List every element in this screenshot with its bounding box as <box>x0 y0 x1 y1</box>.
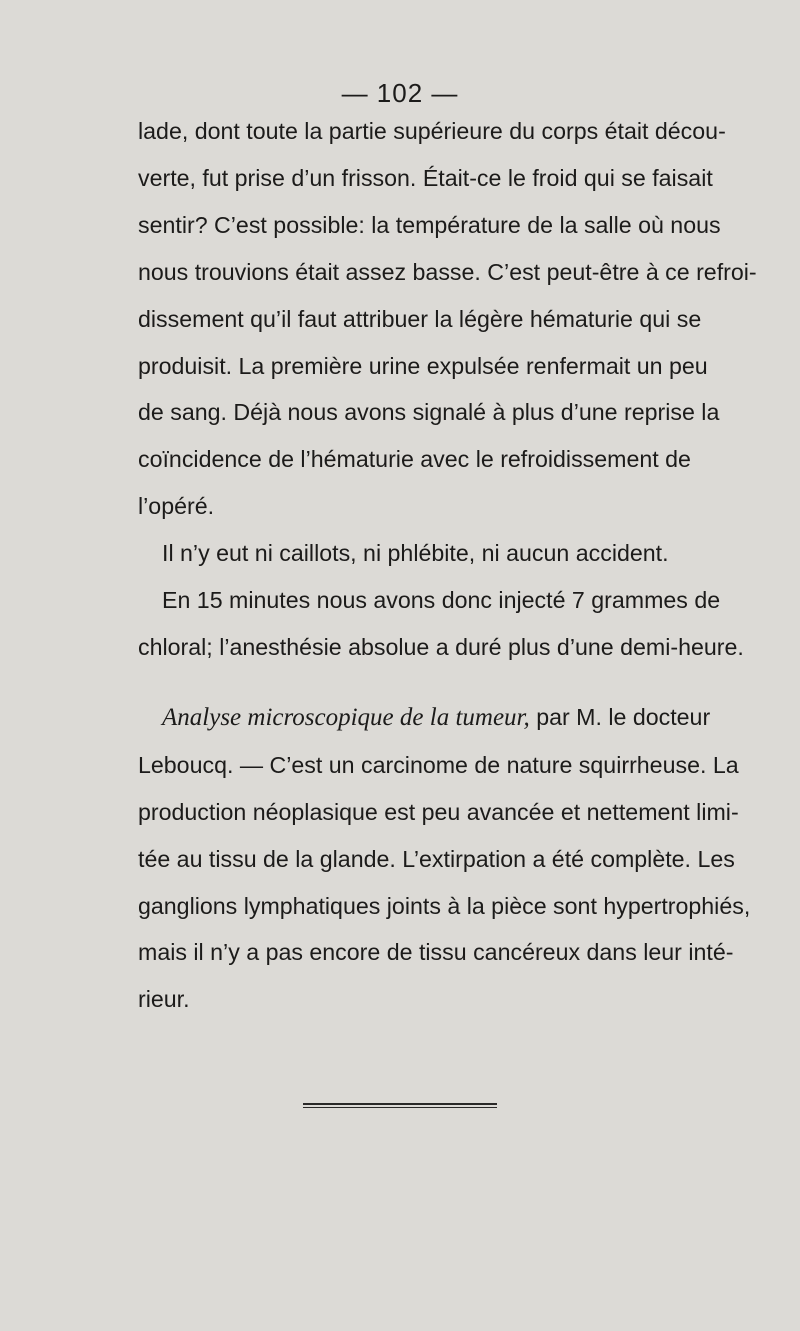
paragraph-line: Il n’y eut ni caillots, ni phlébite, ni aucun accident. <box>162 540 669 567</box>
paragraph-gap <box>138 671 678 694</box>
analysis-line: rieur. <box>138 986 190 1013</box>
body-text <box>138 108 757 1023</box>
analysis-line: Leboucq. — C’est un carcinome de nature squirrheuse. La <box>138 751 739 778</box>
end-rule <box>303 1103 497 1105</box>
analysis-title: Analyse microscopique de la tumeur, <box>162 703 530 731</box>
page-number: — 102 — <box>341 78 459 108</box>
text-line: de sang. Déjà nous avons signalé à plus d’une reprise la <box>138 399 720 426</box>
text-line: produisit. La première urine expulsée renfermait un peu <box>138 352 708 379</box>
paragraph-line: En 15 minutes nous avons donc injecté 7 grammes de <box>162 587 721 614</box>
text-line: verte, fut prise d’un frisson. Était-ce le froid qui se faisait <box>138 164 713 191</box>
analysis-line: tée au tissu de la glande. L’extirpation a été complète. Les <box>138 845 735 872</box>
analysis-line: production néoplasique est peu avancée et nettement limi- <box>138 798 739 825</box>
analysis-first-rest: par M. le docteur <box>529 703 711 730</box>
analysis-line: ganglions lymphatiques joints à la pièce sont hypertrophiés, <box>138 892 751 919</box>
text-line: l’opéré. <box>138 493 215 520</box>
end-rule-thin <box>303 1107 497 1108</box>
text-line: coïncidence de l’hématurie avec le refroidissement de <box>138 446 691 473</box>
text-line: lade, dont toute la partie supérieure du corps était décou- <box>138 118 726 144</box>
text-line: nous trouvions était assez basse. C’est peut-être à ce refroi- <box>138 258 757 285</box>
analysis-line: mais il n’y a pas encore de tissu cancéreux dans leur inté- <box>138 939 734 966</box>
text-line: dissement qu’il faut attribuer la légère hématurie qui se <box>138 305 702 332</box>
paragraph-line: chloral; l’anesthésie absolue a duré plus d’une demi-heure. <box>138 633 744 660</box>
analysis-heading-line <box>138 694 711 742</box>
text-line: sentir? C’est possible: la température de la salle où nous <box>138 211 721 238</box>
